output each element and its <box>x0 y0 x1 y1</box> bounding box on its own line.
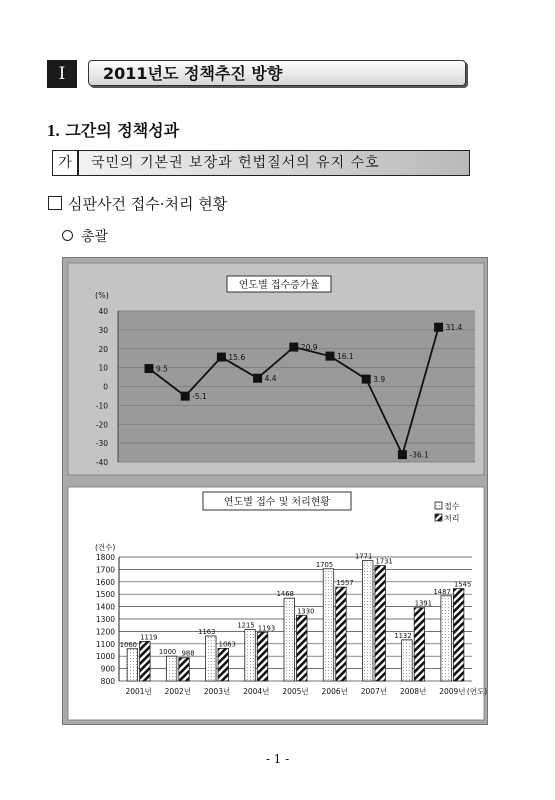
bar-chart-category-label: 2007년 <box>360 687 388 696</box>
section-number: I <box>47 60 77 88</box>
legend-label-jeopsu: 접수 <box>444 502 460 511</box>
bar-label-cheori: 1330 <box>297 607 315 616</box>
bar-chart-category-label: 2006년 <box>321 687 348 696</box>
page-number: - 1 - <box>265 752 290 766</box>
bar-label-cheori: 1391 <box>414 599 433 608</box>
line-chart-point <box>145 364 154 373</box>
bar-chart-ytick-label: 1400 <box>95 602 115 612</box>
line-chart-point <box>253 374 262 383</box>
bar-chart-category-label: 2004년 <box>243 687 270 696</box>
bar-label-cheori: 1557 <box>336 579 354 588</box>
bar-label-cheori: 1119 <box>140 633 158 642</box>
bar-label-cheori: 1193 <box>257 624 276 633</box>
line-chart-ytick-label: 0 <box>103 382 108 392</box>
chart-frame <box>62 257 488 725</box>
bar-label-cheori: 988 <box>181 649 195 658</box>
line-chart-ytick-label: -10 <box>95 401 108 411</box>
bar-label-jeopsu: 1771 <box>355 552 373 561</box>
line-chart-data-label: 15.6 <box>228 353 246 363</box>
circle-bullet-icon <box>62 230 73 241</box>
bar-cheori <box>218 648 229 681</box>
line-chart-point <box>362 375 371 384</box>
bar-label-cheori: 1545 <box>453 580 472 589</box>
bar-jeopsu <box>323 569 334 681</box>
bar-chart-xlabel: (연도) <box>466 687 488 696</box>
line-chart-ytick-label: 40 <box>98 307 108 316</box>
bar-jeopsu <box>402 640 413 681</box>
line-chart-ylabel: (%) <box>95 291 109 300</box>
subitem-text: 총괄 <box>81 229 109 245</box>
bar-chart-ytick-label: 1300 <box>95 615 115 624</box>
bar-cheori <box>257 632 268 681</box>
item-heading <box>48 193 227 214</box>
bar-jeopsu <box>206 636 217 681</box>
legend-swatch-cheori <box>435 514 442 521</box>
bar-jeopsu <box>245 630 256 681</box>
line-chart-ytick-label: -20 <box>95 420 108 430</box>
line-chart-ytick-label: -30 <box>95 439 108 449</box>
bar-chart-ytick-label: 800 <box>100 677 115 686</box>
bar-chart-ytick-label: 1600 <box>95 577 115 587</box>
subsection-title: 국민의 기본권 보장과 헌법질서의 유지 수호 <box>78 150 470 176</box>
subitem-heading <box>62 226 108 246</box>
line-chart-point <box>181 392 190 401</box>
bar-label-cheori: 1063 <box>218 640 236 649</box>
bar-chart-ytick-label: 1800 <box>95 553 115 562</box>
line-chart-data-label: 16.1 <box>337 352 354 362</box>
charts-svg <box>63 258 489 726</box>
line-chart-data-label: 9.5 <box>156 364 168 374</box>
bar-jeopsu <box>284 598 295 681</box>
bar-cheori <box>414 608 425 681</box>
bar-jeopsu <box>166 656 177 681</box>
square-bullet-icon <box>48 196 62 210</box>
bar-jeopsu <box>127 649 138 681</box>
bar-chart-ylabel: (건수) <box>95 543 116 552</box>
bar-chart-ytick-label: 1100 <box>95 639 115 649</box>
bar-cheori <box>140 641 151 681</box>
item-text: 심판사건 접수·처리 현황 <box>68 195 228 213</box>
bar-chart-ytick-label: 1700 <box>95 565 115 575</box>
line-chart-point <box>289 343 298 352</box>
line-chart-data-label: 4.4 <box>264 374 277 384</box>
bar-chart-category-label: 2009년 <box>439 687 466 696</box>
line-chart-point <box>326 352 335 361</box>
bar-label-jeopsu: 1705 <box>315 560 334 569</box>
bar-jeopsu <box>362 561 373 681</box>
heading-number: 1. <box>47 121 60 140</box>
line-chart-data-label: 3.9 <box>373 375 386 385</box>
heading-text: 그간의 정책성과 <box>65 121 180 140</box>
bar-jeopsu <box>441 596 452 681</box>
section-title: 2011년도 정책추진 방향 <box>88 60 466 86</box>
bar-chart-ytick-label: 1000 <box>95 652 115 662</box>
line-chart-data-label: -5.1 <box>192 392 207 402</box>
bar-label-cheori: 1731 <box>375 557 393 566</box>
bar-label-jeopsu: 1487 <box>433 587 451 596</box>
line-chart-point <box>434 323 443 332</box>
bar-label-jeopsu: 1132 <box>394 631 412 640</box>
bar-cheori <box>179 658 190 681</box>
bar-label-jeopsu: 1215 <box>237 621 255 630</box>
line-chart-data-label: -36.1 <box>409 450 429 460</box>
bar-chart-ytick-label: 900 <box>100 664 115 674</box>
line-chart-ytick-label: 20 <box>98 344 108 354</box>
bar-chart-category-label: 2005년 <box>282 687 309 696</box>
bar-cheori <box>336 587 347 681</box>
legend-swatch-jeopsu <box>435 502 442 509</box>
bar-chart-ytick-label: 1200 <box>95 627 115 637</box>
line-chart-data-label: 20.9 <box>300 343 318 353</box>
line-chart-title: 연도별 접수증가율 <box>238 280 320 291</box>
line-chart-data-label: 31.4 <box>445 323 463 333</box>
bar-cheori <box>453 589 464 681</box>
subsection-marker: 가 <box>52 150 78 176</box>
line-chart-point <box>217 353 226 362</box>
line-chart-ytick-label: -40 <box>95 458 108 467</box>
legend-label-cheori: 처리 <box>444 514 460 523</box>
heading-1 <box>47 118 179 141</box>
bar-label-jeopsu: 1060 <box>119 640 138 649</box>
bar-label-jeopsu: 1468 <box>276 590 294 599</box>
bar-label-jeopsu: 1000 <box>158 648 177 657</box>
bar-chart-category-label: 2001년 <box>125 687 152 696</box>
bar-chart-category-label: 2008년 <box>399 687 427 696</box>
bar-chart-title: 연도별 접수 및 처리현황 <box>223 497 331 508</box>
line-chart-point <box>398 450 407 459</box>
bar-label-jeopsu: 1163 <box>198 627 216 636</box>
line-chart-ytick-label: 10 <box>98 363 108 373</box>
bar-chart-ytick-label: 1500 <box>95 590 115 600</box>
line-chart-ytick-label: 30 <box>98 325 108 335</box>
bar-chart-category-label: 2002년 <box>164 687 192 696</box>
bar-chart-category-label: 2003년 <box>203 687 231 696</box>
bar-cheori <box>375 566 386 681</box>
bar-cheori <box>297 615 308 681</box>
